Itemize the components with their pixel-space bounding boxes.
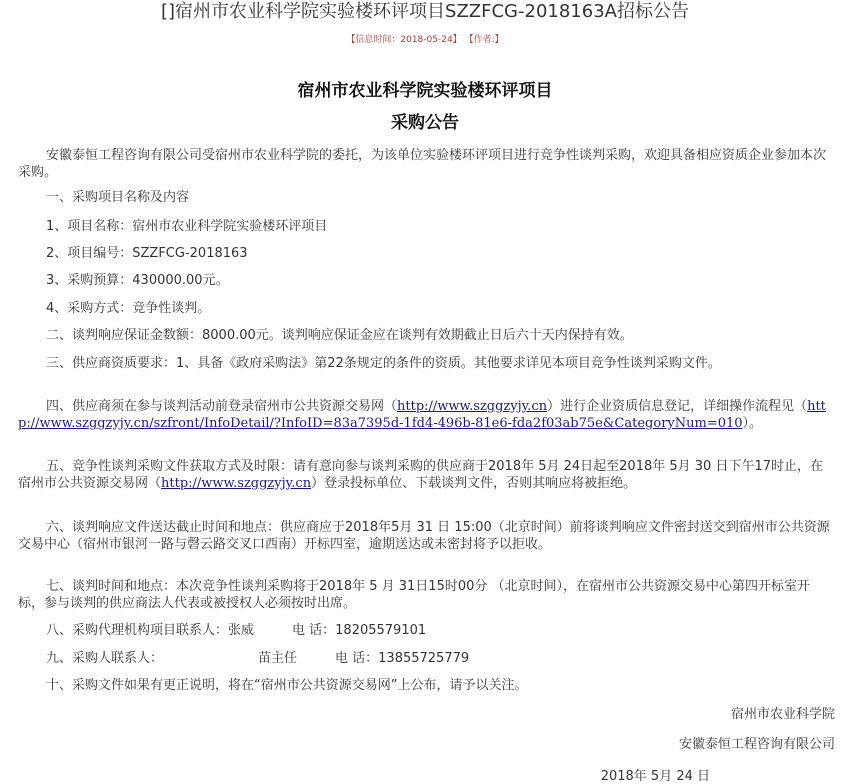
info-meta — [0, 32, 850, 45]
item-project-name: 1、项目名称：宿州市农业科学院实验楼环评项目 — [46, 219, 328, 234]
item-budget: 3、采购预算：430000.00元。 — [46, 273, 229, 288]
author: 【作者:】 — [464, 35, 504, 45]
section-1: 一、采购项目名称及内容 — [46, 190, 190, 205]
intro-paragraph: 安徽泰恒工程咨询有限公司受宿州市农业科学院的委托，为该单位实验楼环评项目进行竞争性谈判采购，欢迎具备相应资质企业参加本次采购。 — [18, 148, 827, 180]
section-5-documents: 五、竞争性谈判采购文件获取方式及时限：请有意向参与谈判采购的供应商于2018年 5月 24日起至2018年 5月 30 日下午17时止，在宿州市公共资源交易网（http://www.szggzyjy.cn）登录投标单位、下载谈判文件，否则其响应将被拒绝。 — [18, 459, 823, 491]
item-project-code: 2、项目编号：SZZFCG-2018163 — [46, 246, 248, 261]
link-szggzyjy[interactable]: http://www.szggzyjy.cn — [397, 399, 548, 414]
link-info-detail[interactable]: http://www.szggzyjy.cn/szfront/InfoDetail/?InfoID=83a7395d-1fd4-496b-81e6-fda2f03ab75e&CategoryNum=010 — [18, 399, 826, 431]
signature-date: 2018年 5月 24 日 — [600, 769, 710, 784]
signature-org-1: 宿州市农业科学院 — [730, 707, 835, 722]
section-7-opening: 七、谈判时间和地点：本次竞争性谈判采购将于2018年 5 月 31日15时00分 （北京时间），在宿州市公共资源交易中心第四开标室开标，参与谈判的供应商法人代表或被授权人必须按时出席。 — [18, 579, 811, 611]
section-4-registration: 四、供应商须在参与谈判活动前登录宿州市公共资源交易网（http://www.szggzyjy.cn）进行企业资质信息登记，详细操作流程见（http://www.szggzyjy.cn/szfront/InfoDetail/?InfoID=83a7395d-1fd4-496b-81e6-fda2f03ab75e&CategoryNum=010）。 — [18, 399, 826, 431]
signature-org-2: 安徽泰恒工程咨询有限公司 — [678, 737, 835, 752]
section-6-submission: 六、谈判响应文件送达截止时间和地点：供应商应于2018年5月 31 日 15:00（北京时间）前将谈判响应文件密封送交到宿州市公共资源交易中心（宿州市银河一路与磬云路交叉口西南）开标四室，逾期送达或未密封将予以拒收。 — [18, 520, 830, 552]
page-title: []宿州市农业科学院实验楼环评项目SZZFCG-2018163A招标公告 — [161, 1, 689, 22]
link-szggzyjy-2[interactable]: http://www.szggzyjy.cn — [161, 476, 312, 491]
section-3-qualification: 三、供应商资质要求：1、具备《政府采购法》第22条规定的条件的资质。其他要求详见本项目竞争性谈判采购文件。 — [46, 356, 721, 371]
announcement-subheading: 采购公告 — [391, 113, 459, 133]
announcement-heading: 宿州市农业科学院实验楼环评项目 — [297, 81, 553, 101]
section-9-purchaser-contact: 九、采购人联系人： 苗主任 电 话：13855725779 — [46, 651, 470, 666]
info-time: 【信息时间：2018-05-24】 — [346, 35, 462, 45]
section-8-agent-contact: 八、采购代理机构项目联系人：张威 电 话：18205579101 — [46, 623, 427, 638]
item-method: 4、采购方式：竞争性谈判。 — [46, 301, 211, 316]
section-2-deposit: 二、谈判响应保证金数额：8000.00元。谈判响应保证金应在谈判有效期截止日后六十天内保持有效。 — [46, 328, 633, 343]
section-10-notice: 十、采购文件如果有更正说明，将在“宿州市公共资源交易网”上公布，请予以关注。 — [46, 678, 528, 693]
